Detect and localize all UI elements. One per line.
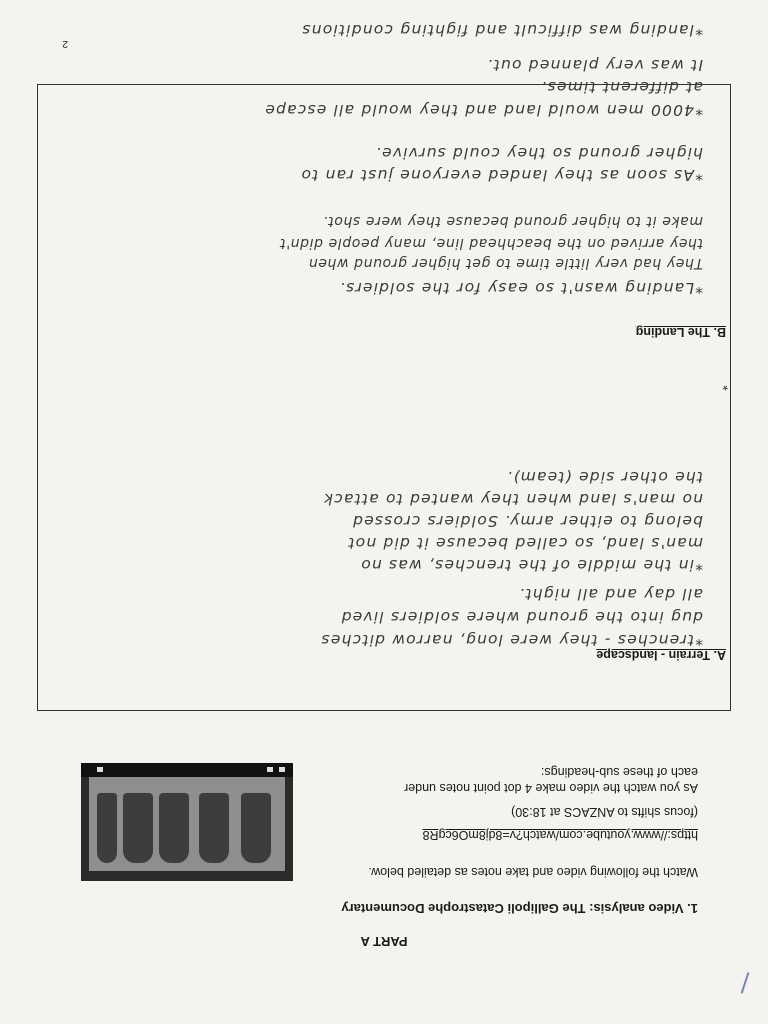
section-title: 1. Video analysis: The Gallipoli Catastrophe Documentary [341, 901, 698, 916]
handwritten-note: man's land, so called because it did not [347, 534, 703, 552]
video-controls-bar[interactable] [81, 763, 293, 777]
handwritten-note: belong to either army. Soldiers crossed [351, 512, 703, 530]
video-url-link[interactable]: https://www.youtube.com/watch?v=8dj8mO6cgR8 [422, 828, 698, 842]
volume-icon[interactable] [267, 767, 273, 772]
handwritten-note: *As soon as they landed everyone just ran to [300, 166, 703, 184]
handwritten-note: the other side (team). [506, 468, 703, 486]
watch-instructions: As you watch the video make 4 dot point notes under each of these sub-headings: [404, 765, 698, 795]
soldier-figure [123, 793, 153, 863]
page-number: 2 [62, 38, 68, 49]
soldier-figure [241, 793, 271, 863]
focus-note: (focus shifts to ANZACS at 18:30) [511, 805, 698, 819]
terrain-heading: A. Terrain - landscape [596, 648, 726, 662]
soldier-figure [97, 793, 117, 863]
video-thumbnail[interactable] [81, 763, 293, 881]
handwritten-note: make it to higher ground because they were shot. [322, 213, 703, 229]
soldier-figure [199, 793, 229, 863]
handwritten-note: *in the middle of the trenches, was no [360, 556, 703, 574]
soldier-figure [159, 793, 189, 863]
handwritten-note: no man's land when they wanted to attack [322, 490, 703, 508]
handwritten-note: higher ground so they could survive. [374, 144, 703, 162]
handwritten-note: *Landing wasn't so easy for the soldiers. [338, 279, 703, 297]
handwritten-note: *landing was difficult and fighting conditions [301, 21, 703, 39]
instruction-text: Watch the following video and take notes as detailed below. [368, 865, 698, 879]
handwritten-note: It was very planned out. [486, 56, 703, 74]
empty-bullet: * [722, 378, 728, 394]
handwritten-note: at different times. [540, 78, 703, 96]
handwritten-note: *4000 men would land and they would all escape [264, 101, 703, 119]
handwritten-note: they arrived on the beachhead line, many people didn't [279, 235, 703, 251]
handwritten-note: dug into the ground where soldiers lived [340, 608, 703, 626]
landing-heading: B. The Landing [635, 325, 726, 339]
handwritten-note: all day and all night. [518, 585, 703, 603]
handwritten-note: *trenches - they were long, narrow ditches [320, 631, 703, 649]
part-title: PART A [360, 934, 408, 949]
stray-pen-mark [741, 972, 750, 994]
fullscreen-icon[interactable] [97, 767, 103, 772]
handwritten-note: They had very little time to get higher ground when [308, 255, 703, 271]
play-icon[interactable] [279, 767, 285, 772]
